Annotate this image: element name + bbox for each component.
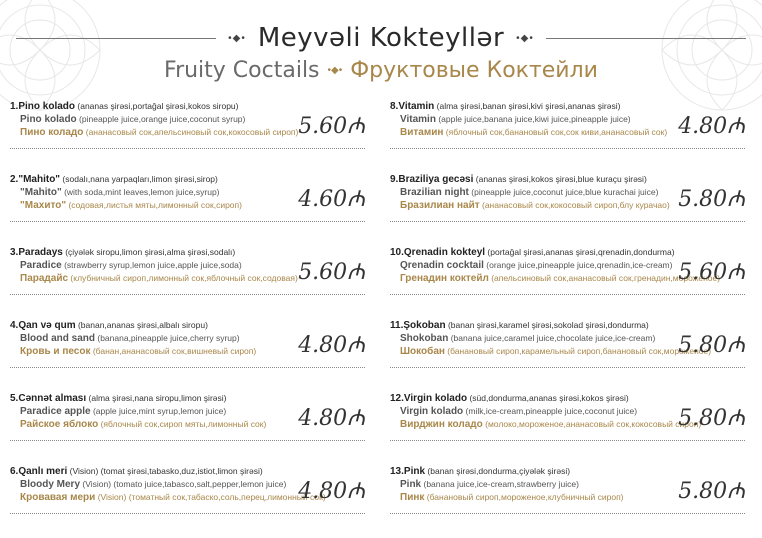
- item-desc-ru: (яблочный сок,банановый сок,сок киви,ананасовый сок): [445, 127, 668, 137]
- item-line-az: [10, 246, 310, 259]
- item-desc-en: (apple juice,mint syrup,lemon juice): [92, 406, 227, 416]
- item-desc-az: (sodalı,nana yarpaqları,limon şirəsi,sirop): [62, 174, 218, 184]
- item-number: 4.: [10, 320, 19, 331]
- item-name-ru: Райское яблоко: [20, 419, 99, 430]
- item-name-az: Cənnət alması: [18, 393, 87, 404]
- item-name-az: Pino kolado: [18, 101, 76, 112]
- item-line-en: [390, 332, 690, 345]
- menu-item: [10, 173, 365, 246]
- item-desc-az: (ananas şirəsi,portağal şirəsi,kokos siropu): [77, 101, 239, 111]
- item-line-az: [10, 319, 310, 332]
- item-price: 4.60₼: [298, 187, 365, 212]
- item-desc-az: (alma şirəsi,nana siropu,limon şirəsi): [88, 393, 227, 403]
- item-desc-ru: (банановый сироп,карамельный сироп,банановый сок,мороженое): [447, 346, 712, 356]
- item-price: 5.80₼: [678, 406, 745, 431]
- item-desc-ru: (банан,ананасовый сок,вишневый сироп): [92, 346, 257, 356]
- item-desc-ru: (клубничный сироп,лимонный сок,яблочный сок,содовая): [70, 273, 298, 283]
- item-line-az: [390, 465, 690, 478]
- item-name-ru: Пинк: [400, 492, 425, 503]
- item-name-az: Qanlı meri: [18, 466, 68, 477]
- item-name-az: Pink: [403, 466, 426, 477]
- item-desc-ru: (апельсиновый сок,ананасовый сок,гренадин,мороженое): [491, 273, 721, 283]
- item-name-en: Paradice apple: [20, 406, 91, 417]
- item-name-az: Braziliya gecəsi: [398, 174, 474, 185]
- item-name-ru: Гренадин коктейл: [400, 273, 489, 284]
- menu-item: [390, 100, 745, 173]
- item-price: 5.80₼: [678, 479, 745, 504]
- dotted-leader: [390, 440, 745, 441]
- menu-item: [10, 465, 365, 538]
- item-line-en: [10, 113, 310, 126]
- item-desc-en: (strawberry syrup,lemon juice,apple juice,soda): [64, 260, 242, 270]
- item-line-ru: [390, 126, 690, 139]
- item-desc-az: (alma şirəsi,banan şirəsi,kivi şirəsi,ananas şirəsi): [436, 101, 621, 111]
- item-desc-az: (çiyələk siropu,limon şirəsi,alma şirəsi,sodalı): [65, 247, 236, 257]
- item-desc-az: (süd,dondurma,ananas şirəsi,kokos şirəsi): [469, 393, 629, 403]
- item-line-az: [10, 100, 310, 113]
- menu-item: [390, 319, 745, 392]
- item-price: 5.80₼: [678, 187, 745, 212]
- item-line-en: [390, 186, 690, 199]
- item-line-en: [10, 186, 310, 199]
- item-name-en: Qrenadin cocktail: [400, 260, 484, 271]
- item-name-en: Vitamin: [400, 114, 436, 125]
- item-name-en: Paradice: [20, 260, 62, 271]
- item-desc-ru: (яблочный сок,сироп мяты,лимонный сок): [100, 419, 267, 429]
- item-number: 2.: [10, 174, 19, 185]
- item-desc-az: (banan şirəsi,dondurma,çiyələk şirəsi): [427, 466, 571, 476]
- item-line-ru: [10, 491, 326, 504]
- item-desc-en: (banana,pineapple juice,cherry syrup): [97, 333, 240, 343]
- item-name-az: Paradays: [18, 247, 63, 258]
- item-line-az: [10, 465, 310, 478]
- item-number: 13.: [390, 466, 404, 477]
- dots-icon: •◆•: [327, 65, 343, 76]
- item-line-en: [390, 405, 690, 418]
- dots-icon: •◆•: [516, 32, 534, 44]
- item-line-ru: [390, 418, 702, 431]
- item-line-az: [10, 173, 310, 186]
- item-desc-en: (with soda,mint leaves,lemon juice,syrup): [64, 187, 220, 197]
- item-line-ru: [10, 272, 310, 285]
- dotted-leader: [390, 148, 745, 149]
- dots-icon: •◆•: [228, 32, 246, 44]
- item-line-ru: [10, 345, 310, 358]
- dotted-leader: [10, 367, 365, 368]
- item-desc-ru: (содовая,листья мяты,лимонный сок,сироп): [68, 200, 242, 210]
- item-line-az: [390, 392, 690, 405]
- dotted-leader: [10, 440, 365, 441]
- item-name-az: "Mahito": [18, 174, 61, 185]
- item-price: 5.60₼: [678, 260, 745, 285]
- menu-column-left: [10, 100, 365, 538]
- item-name-en: Blood and sand: [20, 333, 95, 344]
- item-line-en: [390, 478, 690, 491]
- item-name-en: Bloody Mery: [20, 479, 81, 490]
- menu-item: [10, 100, 365, 173]
- item-name-ru: Шокобан: [400, 346, 445, 357]
- item-line-en: [10, 478, 310, 491]
- item-price: 4.80₼: [298, 333, 365, 358]
- menu-item: [10, 246, 365, 319]
- item-desc-en: (Vision) (tomato juice,tabasco,salt,pepper,lemon juice): [82, 479, 287, 489]
- item-desc-en: (pineapple juice,coconut juice,blue kurachai juice): [471, 187, 659, 197]
- item-desc-az: (portağal şirəsi,ananas şirəsi,qrenadin,dondurma): [487, 247, 675, 257]
- item-price: 5.60₼: [298, 114, 365, 139]
- menu-column-right: [390, 100, 745, 538]
- item-number: 11.: [390, 320, 404, 331]
- item-name-ru: Парадайс: [20, 273, 69, 284]
- item-name-az: Qrenadin kokteyl: [403, 247, 486, 258]
- item-name-en: "Mahito": [20, 187, 62, 198]
- item-name-en: Pink: [400, 479, 422, 490]
- item-desc-az: (ananas şirəsi,kokos şirəsi,blue kuraçu şirəsi): [475, 174, 647, 184]
- item-price: 4.80₼: [678, 114, 745, 139]
- item-line-az: [390, 246, 690, 259]
- item-name-en: Virgin kolado: [400, 406, 464, 417]
- item-line-az: [10, 392, 310, 405]
- item-line-en: [390, 113, 690, 126]
- item-number: 8.: [390, 101, 399, 112]
- subtitle-russian: Фруктовые Коктейли: [350, 58, 598, 83]
- item-price: 5.60₼: [298, 260, 365, 285]
- item-line-az: [390, 173, 690, 186]
- menu-header: [0, 20, 762, 83]
- item-desc-en: (banana juice,caramel juice,chocolate juice,ice-cream): [450, 333, 656, 343]
- item-line-ru: [390, 345, 712, 358]
- item-name-ru: Витамин: [400, 127, 444, 138]
- item-name-ru: Пино коладо: [20, 127, 84, 138]
- menu-item: [10, 319, 365, 392]
- dotted-leader: [390, 513, 745, 514]
- menu-item: [390, 173, 745, 246]
- item-price: 4.80₼: [298, 479, 365, 504]
- item-desc-ru: (ананасовый сок,кокосовый сироп,блу курачао): [482, 200, 670, 210]
- item-desc-en: (milk,ice-cream,pineapple juice,coconut juice): [465, 406, 638, 416]
- item-desc-az: (banan,ananas şirəsi,albalı siropu): [77, 320, 208, 330]
- dotted-leader: [390, 294, 745, 295]
- dotted-leader: [10, 148, 365, 149]
- item-desc-en: (pineapple juice,orange juice,coconut syrup): [79, 114, 246, 124]
- item-desc-en: (apple juice,banana juice,kiwi juice,pineapple juice): [438, 114, 631, 124]
- item-desc-ru: (банановый сироп,мороженое,клубничный сироп): [426, 492, 624, 502]
- item-name-ru: Кровь и песок: [20, 346, 91, 357]
- item-name-en: Shokoban: [400, 333, 449, 344]
- item-desc-ru: (ананасовый сок,апельсиновый сок,кокосовый сироп): [85, 127, 299, 137]
- dotted-leader: [390, 367, 745, 368]
- item-name-ru: "Махито": [20, 200, 67, 211]
- item-desc-ru: (молоко,мороженое,ананасовый сок,кокосовый сироп): [485, 419, 702, 429]
- divider: [16, 38, 216, 39]
- dotted-leader: [10, 513, 365, 514]
- item-line-ru: [10, 418, 310, 431]
- divider: [546, 38, 746, 39]
- item-line-ru: [390, 199, 690, 212]
- item-desc-az: (banan şirəsi,karamel şirəsi,sokolad şirəsi,dondurma): [447, 320, 649, 330]
- menu-item: [390, 465, 745, 538]
- item-line-en: [10, 259, 310, 272]
- item-name-ru: Бразилиан найт: [400, 200, 480, 211]
- item-desc-en: (banana juice,ice-cream,strawberry juice): [423, 479, 579, 489]
- item-name-ru: Кровавая мери: [20, 492, 96, 503]
- item-line-ru: [390, 491, 690, 504]
- page-title: Meyvəli Kokteyllər: [257, 23, 505, 53]
- item-line-en: [390, 259, 690, 272]
- item-number: 12.: [390, 393, 404, 404]
- item-price: 5.80₼: [678, 333, 745, 358]
- item-line-en: [10, 332, 310, 345]
- item-number: 10.: [390, 247, 404, 258]
- item-desc-az: (Vision) (tomat şirəsi,tabasko,duz,istiot,limon şirəsi): [69, 466, 263, 476]
- item-number: 9.: [390, 174, 399, 185]
- item-line-az: [390, 100, 690, 113]
- item-desc-en: (orange juice,pineapple juice,qrenadin,ice-cream): [486, 260, 673, 270]
- dotted-leader: [10, 294, 365, 295]
- item-line-ru: [10, 126, 310, 139]
- menu-item: [390, 392, 745, 465]
- item-name-ru: Вирджин коладо: [400, 419, 483, 430]
- item-name-az: Virgin kolado: [403, 393, 468, 404]
- item-name-en: Pino kolado: [20, 114, 77, 125]
- item-price: 4.80₼: [298, 406, 365, 431]
- menu-item: [390, 246, 745, 319]
- item-number: 6.: [10, 466, 19, 477]
- dotted-leader: [390, 221, 745, 222]
- dotted-leader: [10, 221, 365, 222]
- item-line-ru: [10, 199, 310, 212]
- item-number: 3.: [10, 247, 19, 258]
- item-name-az: Qan və qum: [18, 320, 76, 331]
- item-name-az: Vitamin: [398, 101, 435, 112]
- item-desc-ru: (Vision) (томатный сок,табаско,соль,перец,лимонный сок): [97, 492, 326, 502]
- subtitle-english: Fruity Coctails: [164, 58, 320, 83]
- item-name-en: Brazilian night: [400, 187, 469, 198]
- item-number: 5.: [10, 393, 19, 404]
- item-number: 1.: [10, 101, 19, 112]
- item-line-en: [10, 405, 310, 418]
- menu-item: [10, 392, 365, 465]
- item-line-az: [390, 319, 690, 332]
- item-line-ru: [390, 272, 721, 285]
- item-name-az: Şokoban: [403, 320, 446, 331]
